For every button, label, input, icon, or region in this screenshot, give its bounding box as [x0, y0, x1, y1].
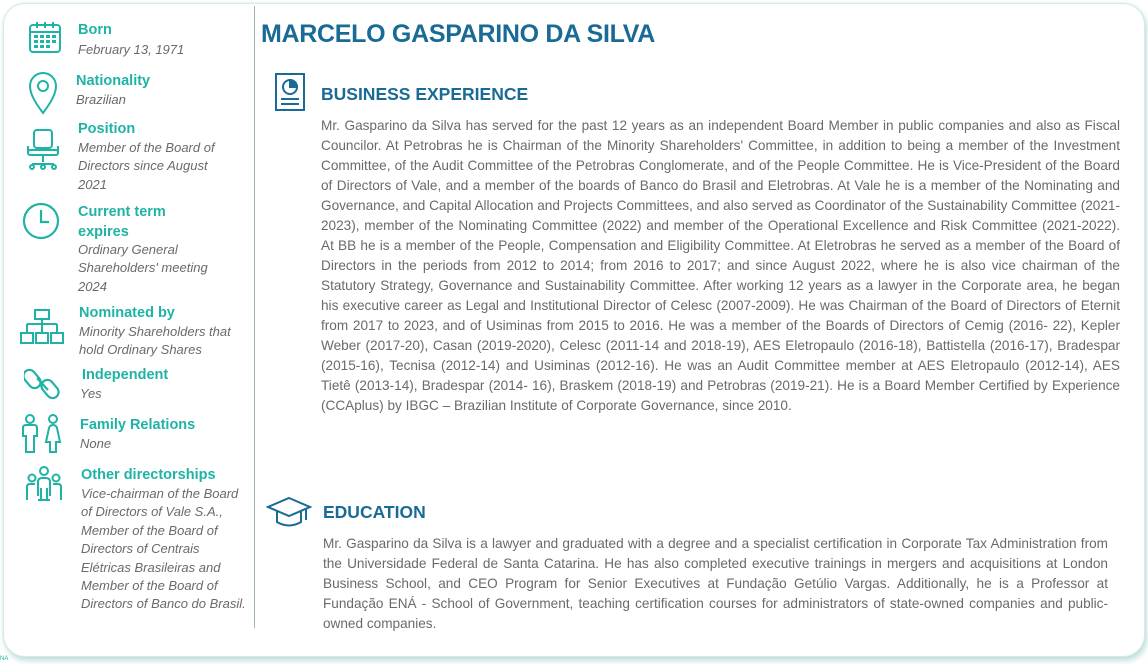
- nationality-value: Brazilian: [76, 92, 126, 107]
- term-value: Ordinary General Shareholders' meeting 2024: [78, 242, 208, 294]
- column-divider: [254, 6, 255, 628]
- business-experience-text: Mr. Gasparino da Silva has served for the past 12 years as an independent Board Member in public companies and also as Fiscal Councilor. At Petrobras he is Chairman of the Minority Shareholders' Committee, in addition to being a member of the Investment Committee, of the Audit Committee of the Petrobras Conglomerate, and of the People Committee. He is Vice-President of the Board of Directors of Vale, and a member of the boards of Banco do Brasil and Eletrobras. At Vale he is a member of the Nominating and Governance, and Capital Allocation and Projects Committees, and also served as Coordinator of the Sustainability Committee (2021-2023), member of the Nominating Committee (2022) and member of the Operational Excellence and Risk Committee (2021-2022). At BB he is a member of the People, Compensation and Eligibility Committee. At Eletrobras he served as a member of the Board of Directors in the periods from 2012 to 2014; from 2016 to 2017; and since August 2022, where he is also vice chairman of the Statutory Strategy, Governance and Sustainability Committee. After working 12 years as a lawyer in the Corporate area, he began his executive career as Legal and Institutional Director of Celesc (2007-2009). He was Chairman of the Board of Directors of Eternit from 2017 to 2023, and of Usiminas from 2015 to 2016. He was a member of the Boards of Directors of Cemig (2016- 22), Kepler Weber (2017-20), Casan (2019-2020), Celesc (2011-14 and 2018-19), AES Eletropaulo (2016-18), Battistella (2016-17), Bradespar (2015-16), Tecnisa (2012-14) and Usiminas (2012-16). He was an Audit Committee member at AES Eletropaulo (2012-14), AES Tietê (2013-14), Bradespar (2014- 16), Braskem (2018-19) and Petrobras (2019-21). He is a Board Member Certified by Experience (CCAplus) by IBGC – Brazilian Institute of Corporate Governance, since 2010.: [321, 118, 1120, 413]
- position-value: Member of the Board of Directors since August 2021: [78, 140, 215, 192]
- profile-sidebar: [0, 0, 254, 630]
- document-report-icon: [274, 72, 306, 112]
- nationality-label: Nationality: [76, 73, 151, 89]
- nominated-value: Minority Shareholders that hold Ordinary Shares: [79, 324, 231, 358]
- chain-link-icon: [24, 366, 62, 402]
- page-title: MARCELO GASPARINO DA SILVA: [261, 20, 656, 48]
- other-label: Other directorships: [81, 467, 216, 483]
- born-value: February 13, 1971: [78, 42, 185, 57]
- clock-icon: [22, 202, 60, 240]
- family-label: Family Relations: [80, 417, 196, 433]
- graduation-cap-icon: [266, 496, 312, 530]
- nominated-label: Nominated by: [79, 305, 175, 321]
- footer-mark: NA: [0, 656, 9, 662]
- term-label: Current term expires: [78, 204, 166, 240]
- org-chart-icon: [20, 308, 64, 346]
- education-title: EDUCATION: [323, 502, 426, 522]
- position-label: Position: [78, 121, 136, 137]
- office-chair-icon: [24, 128, 62, 170]
- business-experience-title: BUSINESS EXPERIENCE: [321, 84, 529, 104]
- other-value: Vice-chairman of the Board of Directors of Vale S.A., Member of the Board of Directors of Centrais Elétricas Brasileiras and Member of the Board of Directors of Banco do Brasil.: [81, 486, 246, 612]
- family-value: None: [80, 436, 112, 451]
- calendar-icon: [28, 20, 62, 54]
- born-label: Born: [78, 22, 112, 38]
- family-people-icon: [19, 414, 65, 454]
- independent-label: Independent: [82, 367, 169, 383]
- education-text: Mr. Gasparino da Silva is a lawyer and graduated with a degree and a specialist certification in Corporate Tax Administration from the Universidade Federal de Santa Catarina. He has also completed executive trainings in mergers and acquisitions at London Business School, and CEO Program for Senior Executives at Fundação Getúlio Vargas. Additionally, he is a Professor at Fundação ENÁ - School of Government, teaching certification courses for administrators of state-owned companies and public-owned companies.: [323, 536, 1108, 631]
- location-pin-icon: [28, 71, 58, 115]
- group-people-icon: [25, 466, 63, 502]
- independent-value: Yes: [80, 386, 102, 401]
